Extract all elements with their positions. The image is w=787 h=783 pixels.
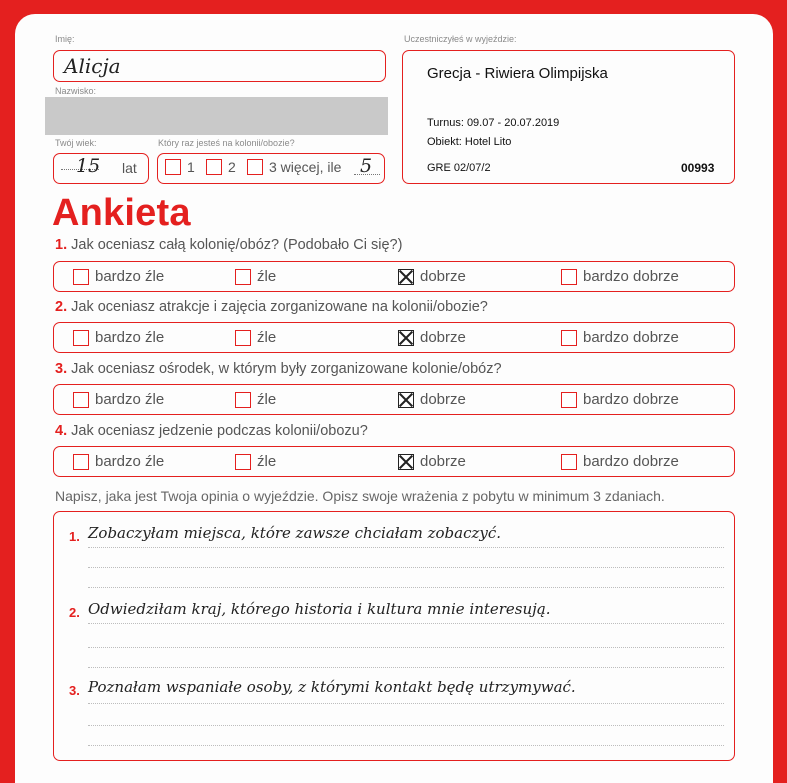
q2-option-dobrze[interactable]: dobrze <box>398 329 466 346</box>
question-1: 1. Jak oceniasz całą kolonię/obóz? (Podobało Ci się?) <box>55 237 403 253</box>
q3-option-dobrze[interactable]: dobrze <box>398 391 466 408</box>
checkbox-icon[interactable] <box>561 269 577 285</box>
q3-option-bardzo-zle[interactable]: bardzo źle <box>73 391 164 408</box>
checkbox-icon[interactable] <box>235 392 251 408</box>
checkbox-icon[interactable] <box>235 269 251 285</box>
checkbox-checked-icon[interactable] <box>398 269 414 285</box>
q3-option-bardzo-dobrze[interactable]: bardzo dobrze <box>561 391 679 408</box>
page-title: Ankieta <box>52 192 191 234</box>
writing-line <box>88 703 724 704</box>
q2-option-bardzo-dobrze[interactable]: bardzo dobrze <box>561 329 679 346</box>
trip-number: 00993 <box>681 161 715 175</box>
checkbox-icon[interactable] <box>561 330 577 346</box>
checkbox-icon[interactable] <box>235 454 251 470</box>
writing-line <box>88 725 724 726</box>
writing-line <box>88 745 724 746</box>
checkbox-checked-icon[interactable] <box>398 330 414 346</box>
trip-obiekt: Obiekt: Hotel Lito <box>427 136 512 148</box>
ktory-raz-label: Który raz jesteś na kolonii/obozie? <box>158 138 295 148</box>
question-2: 2. Jak oceniasz atrakcje i zajęcia zorganizowane na kolonii/obozie? <box>55 299 488 315</box>
question-3: 3. Jak oceniasz ośrodek, w którym były zorganizowane kolonie/obóz? <box>55 361 502 377</box>
answer-1-text: Zobaczyłam miejsca, które zawsze chciałam zobaczyć. <box>88 524 502 542</box>
question-4: 4. Jak oceniasz jedzenie podczas kolonii/obozu? <box>55 423 368 439</box>
ktory-raz-option-1[interactable]: 1 <box>165 159 195 175</box>
answer-3-number: 3. <box>69 683 80 698</box>
wiek-unit: lat <box>122 160 137 176</box>
nazwisko-label: Nazwisko: <box>55 86 97 96</box>
checkbox-icon[interactable] <box>206 159 222 175</box>
q1-option-dobrze[interactable]: dobrze <box>398 268 466 285</box>
wiek-value: 15 <box>76 155 101 177</box>
q4-option-bardzo-zle[interactable]: bardzo źle <box>73 453 164 470</box>
q3-option-zle[interactable]: źle <box>235 391 276 408</box>
q2-option-bardzo-zle[interactable]: bardzo źle <box>73 329 164 346</box>
ktory-raz-count: 5 <box>360 155 373 177</box>
checkbox-icon[interactable] <box>561 392 577 408</box>
answer-1-number: 1. <box>69 529 80 544</box>
wiek-field[interactable] <box>53 153 149 184</box>
q4-option-dobrze[interactable]: dobrze <box>398 453 466 470</box>
trip-turnus: Turnus: 09.07 - 20.07.2019 <box>427 117 560 129</box>
wiek-label: Twój wiek: <box>55 138 97 148</box>
q4-option-zle[interactable]: źle <box>235 453 276 470</box>
q1-option-bardzo-zle[interactable]: bardzo źle <box>73 268 164 285</box>
imie-label: Imię: <box>55 34 75 44</box>
opinion-instruction: Napisz, jaka jest Twoja opinia o wyjeździe. Opisz swoje wrażenia z pobytu w minimum 3 zdaniach. <box>55 488 665 504</box>
checkbox-icon[interactable] <box>73 269 89 285</box>
writing-line <box>88 647 724 648</box>
writing-line <box>88 587 724 588</box>
trip-code: GRE 02/07/2 <box>427 162 491 174</box>
ktory-raz-option-3[interactable]: 3 więcej, ile <box>247 159 341 175</box>
ktory-raz-option-2[interactable]: 2 <box>206 159 236 175</box>
imie-field[interactable] <box>53 50 386 82</box>
q1-option-bardzo-dobrze[interactable]: bardzo dobrze <box>561 268 679 285</box>
q4-option-bardzo-dobrze[interactable]: bardzo dobrze <box>561 453 679 470</box>
checkbox-icon[interactable] <box>247 159 263 175</box>
nazwisko-redacted <box>45 97 388 135</box>
writing-line <box>88 667 724 668</box>
checkbox-checked-icon[interactable] <box>398 454 414 470</box>
checkbox-icon[interactable] <box>235 330 251 346</box>
q1-option-zle[interactable]: źle <box>235 268 276 285</box>
checkbox-icon[interactable] <box>73 454 89 470</box>
checkbox-icon[interactable] <box>73 392 89 408</box>
checkbox-checked-icon[interactable] <box>398 392 414 408</box>
answer-2-text: Odwiedziłam kraj, którego historia i kultura mnie interesują. <box>88 600 551 618</box>
answer-3-text: Poznałam wspaniałe osoby, z którymi kontakt będę utrzymywać. <box>88 678 576 696</box>
writing-line <box>88 623 724 624</box>
writing-line <box>88 547 724 548</box>
trip-name: Grecja - Riwiera Olimpijska <box>427 65 608 82</box>
checkbox-icon[interactable] <box>561 454 577 470</box>
checkbox-icon[interactable] <box>165 159 181 175</box>
writing-line <box>88 567 724 568</box>
answer-2-number: 2. <box>69 605 80 620</box>
opinion-box[interactable] <box>53 511 735 761</box>
imie-value: Alicja <box>64 54 121 78</box>
trip-label: Uczestniczyłeś w wyjeździe: <box>404 34 517 44</box>
checkbox-icon[interactable] <box>73 330 89 346</box>
q2-option-zle[interactable]: źle <box>235 329 276 346</box>
